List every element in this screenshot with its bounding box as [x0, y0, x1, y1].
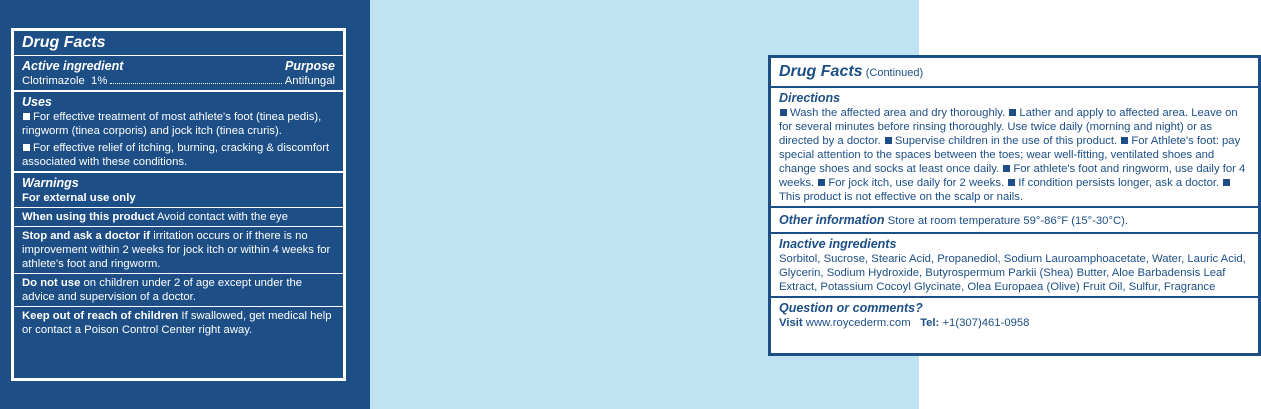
do-not-use-text: on children under 2 of age except under the advice and supervision of a doctor. — [22, 277, 303, 303]
bullet-square-icon — [1009, 109, 1016, 116]
external-use-text: For external use only — [22, 192, 136, 204]
purpose-heading: Purpose — [284, 59, 335, 73]
ingredient-name: Clotrimazole 1% — [22, 75, 108, 87]
warnings-heading: Warnings — [22, 176, 79, 190]
directions-text: Wash the affected area and dry thoroughly. Lather and apply to affected area. Leave on for several minutes before rinsing thoroughly. Use twice daily (morning and night) or as directed by a doctor. Supervise children in the use of this product. For Athlete's foot: pay special attention to the spaces between the toes; wear well-fitting, ventilated shoes and change shoes and socks at least once daily. For athlete's foot and ringworm, use daily for 4 weeks. For jock itch, use daily for 2 weeks. If condition persists longer, ask a doctor. This product is not effective on the scalp or nails. — [779, 107, 1246, 203]
use-item: For effective relief of itching, burning, cracking & discomfort associated with these conditions. — [22, 142, 330, 168]
stop-use-section — [14, 227, 343, 274]
inactive-ingredients-text: Sorbitol, Sucrose, Stearic Acid, Propanediol, Sodium Lauroamphoacetate, Water, Lauric Acid, Glycerin, Sodium Hydroxide, Butyrospermum Parkii (Shea) Butter, Aloe Barbadensis Leaf Extract, Potassium Cocoyl Glycinate, Olea Europaea (Olive) Fruit Oil, Sulfur, Fragrance — [779, 253, 1246, 293]
left-label-panel-background — [0, 0, 370, 409]
do-not-use-label: Do not use — [22, 277, 81, 289]
dot-leader — [110, 83, 281, 84]
bullet-square-icon — [1003, 165, 1010, 172]
stop-use-text: irritation occurs or if there is no improvement within 2 weeks for jock itch or within 4 weeks for athlete's foot and ringworm. — [22, 230, 331, 270]
drug-facts-continued-title: Drug Facts — [779, 63, 863, 80]
bullet-square-icon — [1121, 137, 1128, 144]
directions-section — [771, 88, 1258, 208]
continued-title-section — [771, 58, 1258, 88]
drug-facts-title-section — [14, 31, 343, 56]
uses-heading: Uses — [22, 95, 52, 109]
keep-out-text: If swallowed, get medical help or contact a Poison Control Center right away. — [22, 310, 332, 336]
when-using-section — [14, 208, 343, 227]
stop-use-label: Stop and ask a doctor if — [22, 230, 151, 242]
bullet-square-icon — [780, 109, 787, 116]
active-ingredient-section — [14, 56, 343, 92]
tel-label: Tel: — [920, 317, 940, 329]
active-ingredient-heading: Active ingredient — [22, 59, 124, 73]
other-information-section — [771, 208, 1258, 234]
continued-subtitle: (Continued) — [865, 67, 924, 79]
when-using-text: Avoid contact with the eye — [154, 211, 288, 223]
keep-out-label: Keep out of reach of children — [22, 310, 179, 322]
bullet-square-icon — [1008, 179, 1015, 186]
when-using-label: When using this product — [22, 211, 155, 223]
bullet-square-icon — [818, 179, 825, 186]
inactive-ingredients-heading: Inactive ingredients — [779, 237, 897, 251]
drug-facts-title: Drug Facts — [22, 34, 106, 51]
bullet-square-icon — [1223, 179, 1230, 186]
drug-facts-continued-box — [768, 55, 1261, 356]
do-not-use-section — [14, 274, 343, 307]
other-information-heading: Other information — [779, 213, 885, 227]
visit-label: Visit — [779, 317, 803, 329]
ingredient-purpose: Antifungal — [284, 75, 335, 87]
bullet-square-icon — [23, 144, 30, 151]
inactive-ingredients-section — [771, 234, 1258, 298]
phone-number[interactable]: +1(307)461-0958 — [939, 317, 1030, 329]
uses-section — [14, 92, 343, 173]
website-link[interactable]: www.roycederm.com — [802, 317, 911, 329]
questions-heading: Question or comments? — [779, 301, 923, 315]
other-information-text: Store at room temperature 59°-86°F (15°-30°C). — [884, 215, 1129, 227]
warnings-section — [14, 173, 343, 208]
keep-out-section — [14, 307, 343, 339]
bullet-square-icon — [23, 113, 30, 120]
drug-facts-box — [11, 28, 346, 381]
questions-section — [771, 298, 1258, 332]
bullet-square-icon — [885, 137, 892, 144]
use-item: For effective treatment of most athlete's foot (tinea pedis), ringworm (tinea corporis) and jock itch (tinea cruris). — [22, 111, 322, 137]
right-label-panel-background — [370, 0, 1246, 409]
directions-heading: Directions — [779, 91, 841, 105]
